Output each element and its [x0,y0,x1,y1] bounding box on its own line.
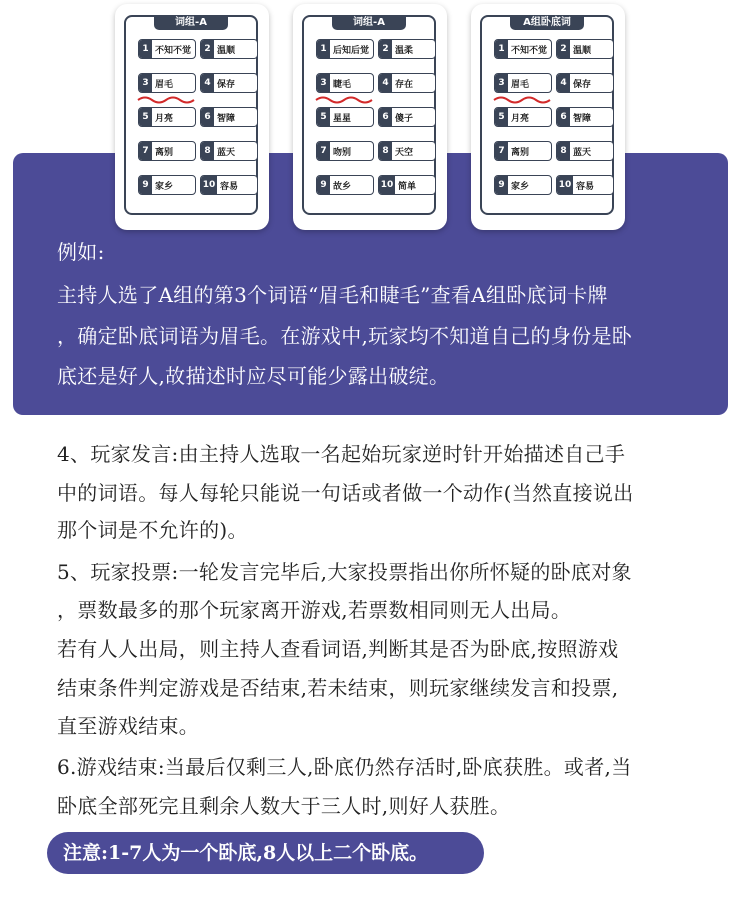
word-card-undercover [471,4,625,230]
word-tile: 7 离别 [494,141,552,161]
note-pill: 注意:1-7人为一个卧底,8人以上二个卧底。 [47,832,484,874]
word-card-group-a [115,4,269,230]
rule-line: 直至游戏结束。 [57,714,200,738]
word-card-frame [124,15,258,215]
example-heading: 例如: [57,240,105,264]
word-tile: 2 温柔 [378,39,436,59]
red-wavy-underline [314,95,376,105]
red-wavy-underline [136,95,198,105]
word-tile: 5 星星 [316,107,374,127]
word-tile: 4 存在 [378,73,436,93]
word-tile: 2 温顺 [556,39,614,59]
rule-line: ，票数最多的那个玩家离开游戏,若票数相同则无人出局。 [57,598,572,622]
word-tile: 6 智障 [556,107,614,127]
word-tile: 9 故乡 [316,175,374,195]
word-tile: 7 吻别 [316,141,374,161]
word-tile: 6 智障 [200,107,258,127]
word-card-title: 词组-A [332,15,406,30]
word-tile: 8 蓝天 [556,141,614,161]
rule-line: 卧底全部死完且剩余人数大于三人时,则好人获胜。 [57,794,511,818]
word-tile: 9 家乡 [494,175,552,195]
word-tile: 4 保存 [200,73,258,93]
word-tile-highlighted: 3 睫毛 [316,73,374,93]
word-tile: 8 蓝天 [200,141,258,161]
word-tile: 6 傻子 [378,107,436,127]
word-tile: 1 后知后觉 [316,39,374,59]
word-tile-highlighted: 3 眉毛 [138,73,196,93]
word-tile: 1 不知不觉 [138,39,196,59]
word-tile: 4 保存 [556,73,614,93]
word-tile: 5 月亮 [138,107,196,127]
rule-line: 6.游戏结束:当最后仅剩三人,卧底仍然存活时,卧底获胜。或者,当 [57,755,632,779]
rule-line: 中的词语。每人每轮只能说一句话或者做一个动作(当然直接说出 [57,481,634,505]
word-tile: 7 离别 [138,141,196,161]
rule-line: 4、玩家发言:由主持人选取一名起始玩家逆时针开始描述自己手 [57,442,626,466]
word-tile: 8 天空 [378,141,436,161]
word-tile-highlighted: 3 眉毛 [494,73,552,93]
word-tile: 5 月亮 [494,107,552,127]
rule-line: 5、玩家投票:一轮发言完毕后,大家投票指出你所怀疑的卧底对象 [57,560,632,584]
rule-line: 结束条件判定游戏是否结束,若未结束，则玩家继续发言和投票, [57,676,619,700]
word-tile: 2 温顺 [200,39,258,59]
rule-line: 那个词是不允许的)。 [57,518,248,542]
example-line: ，确定卧底词语为眉毛。在游戏中,玩家均不知道自己的身份是卧 [57,324,633,348]
word-card-frame [480,15,614,215]
rule-line: 若有人人出局，则主持人查看词语,判断其是否为卧底,按照游戏 [57,637,619,661]
word-tile: 10 容易 [556,175,614,195]
red-wavy-underline [492,95,554,105]
word-tile: 9 家乡 [138,175,196,195]
word-card-title: A组卧底词 [510,15,584,30]
word-tile: 1 不知不觉 [494,39,552,59]
example-line: 主持人选了A组的第3个词语“眉毛和睫毛”查看A组卧底词卡牌 [57,283,608,307]
example-line: 底还是好人,故描述时应尽可能少露出破绽。 [57,364,450,388]
word-card-title: 词组-A [154,15,228,30]
word-card-frame [302,15,436,215]
word-card-group-a-alt [293,4,447,230]
word-tile: 10 简单 [378,175,436,195]
word-tile: 10 容易 [200,175,258,195]
